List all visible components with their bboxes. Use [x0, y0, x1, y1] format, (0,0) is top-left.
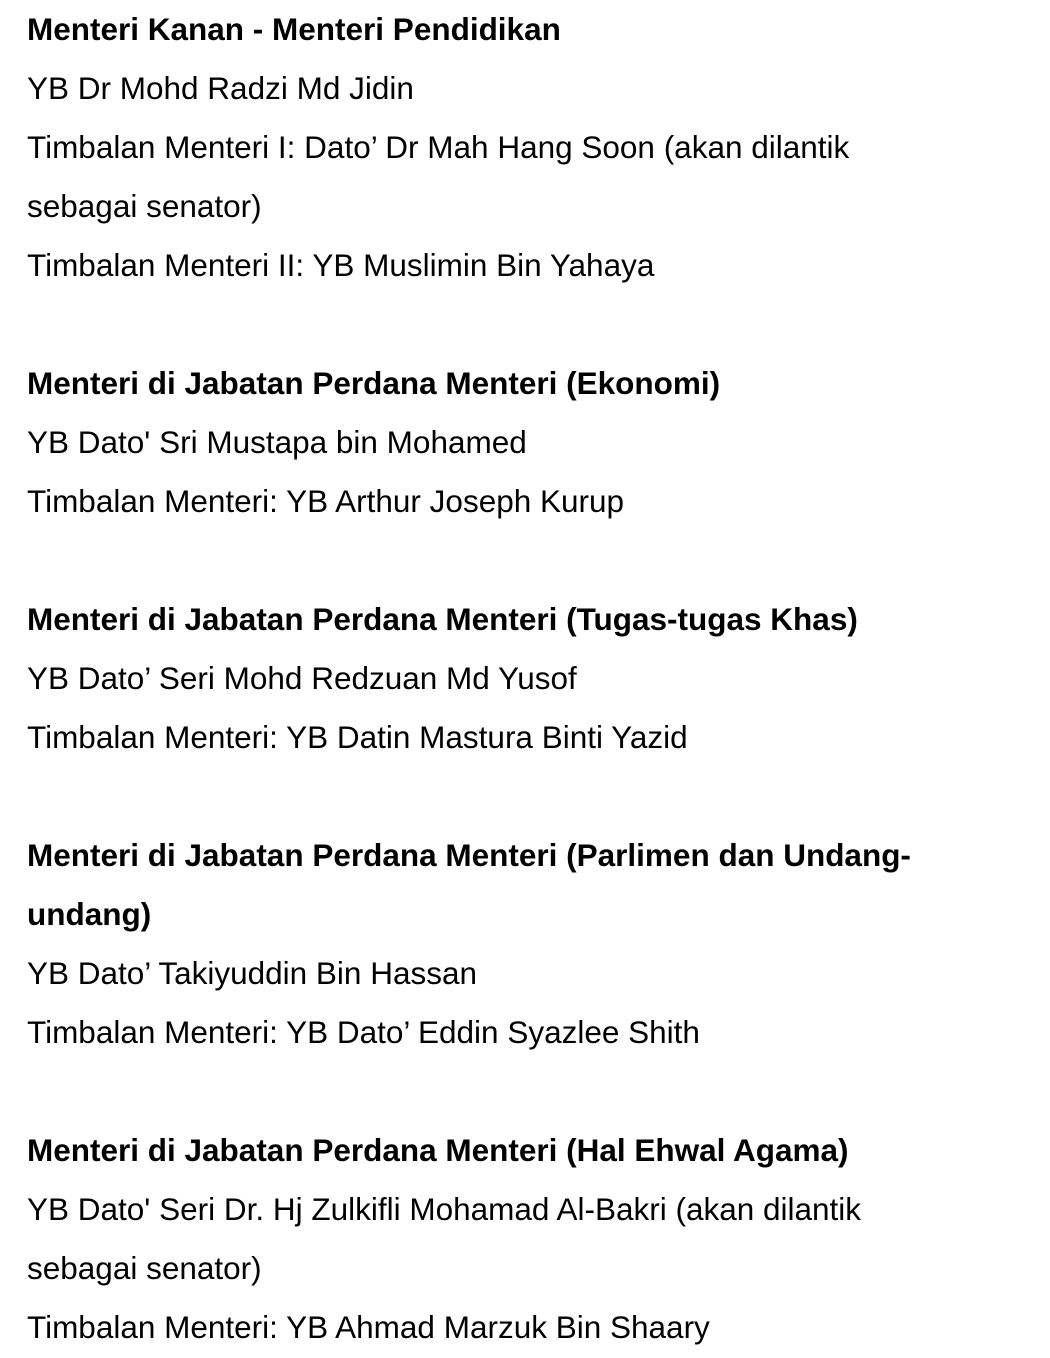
section-heading: Menteri di Jabatan Perdana Menteri (Parlimen dan Undang-: [27, 837, 911, 873]
minister-name: YB Dato’ Seri Mohd Redzuan Md Yusof: [27, 660, 577, 696]
deputy-minister-line: Timbalan Menteri II: YB Muslimin Bin Yahaya: [27, 247, 655, 283]
minister-name: YB Dato' Sri Mustapa bin Mohamed: [27, 424, 527, 460]
section-heading: Menteri di Jabatan Perdana Menteri (Hal Ehwal Agama): [27, 1132, 849, 1168]
section-spacer: [27, 767, 1027, 826]
deputy-minister-line: Timbalan Menteri I: Dato’ Dr Mah Hang Soon (akan dilantik: [27, 129, 850, 165]
deputy-minister-line: Timbalan Menteri: YB Dato’ Eddin Syazlee Shith: [27, 1014, 700, 1050]
deputy-minister-line: Timbalan Menteri: YB Datin Mastura Binti Yazid: [27, 719, 688, 755]
section-spacer: [27, 531, 1027, 590]
section-heading: Menteri Kanan - Menteri Pendidikan: [27, 11, 561, 47]
minister-name: YB Dr Mohd Radzi Md Jidin: [27, 70, 414, 106]
document-body: [27, 0, 1027, 1357]
deputy-minister-line-cont: sebagai senator): [27, 188, 262, 224]
section-parlimen-undang-undang: [27, 826, 1027, 1062]
section-ekonomi: [27, 354, 1027, 531]
section-heading: Menteri di Jabatan Perdana Menteri (Tugas-tugas Khas): [27, 601, 858, 637]
section-heading-cont: undang): [27, 896, 152, 932]
section-heading: Menteri di Jabatan Perdana Menteri (Ekonomi): [27, 365, 721, 401]
section-tugas-khas: [27, 590, 1027, 767]
section-spacer: [27, 295, 1027, 354]
section-menteri-pendidikan: [27, 0, 1027, 295]
minister-name-cont: sebagai senator): [27, 1250, 262, 1286]
deputy-minister-line: Timbalan Menteri: YB Ahmad Marzuk Bin Shaary: [27, 1309, 710, 1345]
section-hal-ehwal-agama: [27, 1121, 1027, 1357]
deputy-minister-line: Timbalan Menteri: YB Arthur Joseph Kurup: [27, 483, 625, 519]
minister-name: YB Dato’ Takiyuddin Bin Hassan: [27, 955, 477, 991]
minister-name: YB Dato' Seri Dr. Hj Zulkifli Mohamad Al-Bakri (akan dilantik: [27, 1191, 862, 1227]
section-spacer: [27, 1062, 1027, 1121]
